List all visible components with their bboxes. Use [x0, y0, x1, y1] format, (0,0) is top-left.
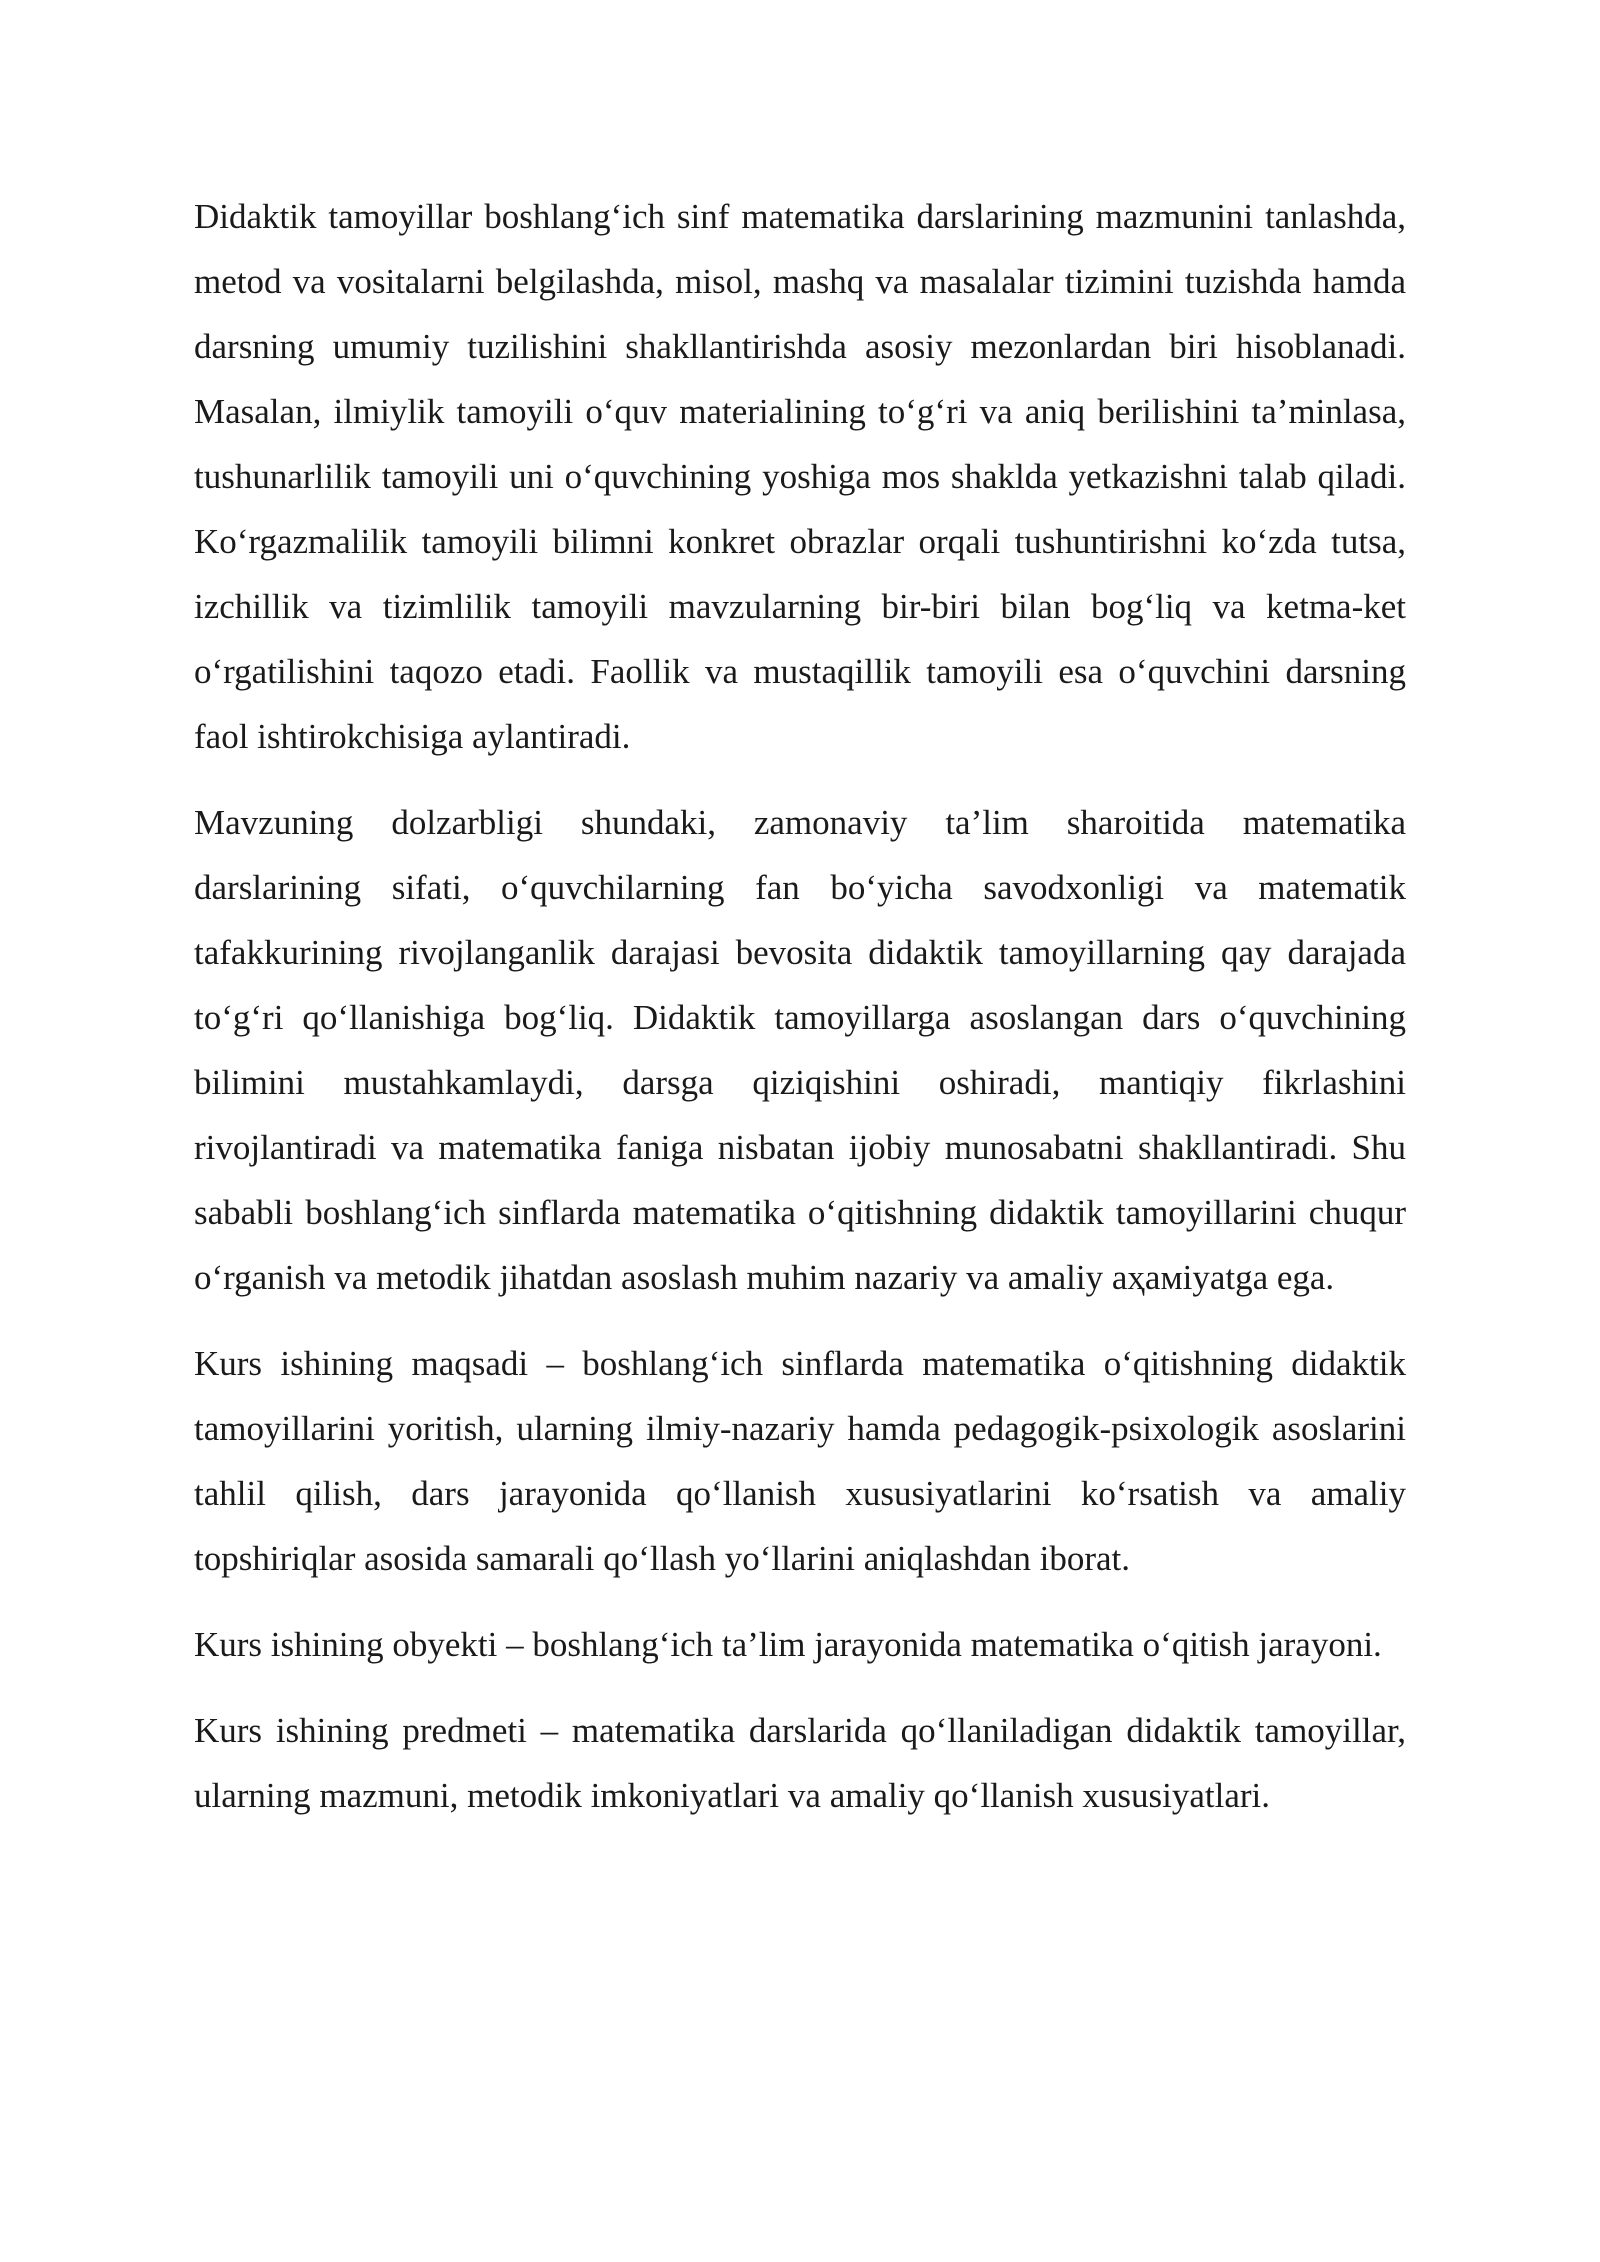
paragraph-course-goal: Kurs ishining maqsadi – boshlang‘ich sinflarda matematika o‘qitishning didaktik tamoyillarini yoritish, ularning ilmiy-nazariy hamda pedagogik-psixologik asoslarini tahlil qilish, dars jarayonida qo‘llanish xususiyatlarini ko‘rsatish va amaliy topshiriqlar asosida samarali qo‘llash yo‘llarini aniqlashdan iborat.: [194, 1344, 1406, 1578]
paragraph-course-object: Kurs ishining obyekti – boshlang‘ich ta’lim jarayonida matematika o‘qitish jarayoni.: [194, 1625, 1382, 1664]
paragraph-topic-relevance: Mavzuning dolzarbligi shundaki, zamonaviy ta’lim sharoitida matematika darslarining sifati, o‘quvchilarning fan bo‘yicha savodxonligi va matematik tafakkurining rivojlanganlik darajasi bevosita didaktik tamoyillarning qay darajada to‘g‘ri qo‘llanishiga bog‘liq. Didaktik tamoyillarga asoslangan dars o‘quvchining bilimini mustahkamlaydi, darsga qiziqishini oshiradi, mantiqiy fikrlashini rivojlantiradi va matematika faniga nisbatan ijobiy munosabatni shakllantiradi. Shu sababli boshlang‘ich sinflarda matematika o‘qitishning didaktik tamoyillarini chuqur o‘rganish va metodik jihatdan asoslash muhim nazariy va amaliy aҳамiyatga ega.: [194, 803, 1406, 1297]
document-body: [194, 184, 1406, 1849]
paragraph-didactic-principles: Didaktik tamoyillar boshlang‘ich sinf matematika darslarining mazmunini tanlashda, metod va vositalarni belgilashda, misol, mashq va masalalar tizimini tuzishda hamda darsning umumiy tuzilishini shakllantirishda asosiy mezonlardan biri hisoblanadi. Masalan, ilmiylik tamoyili o‘quv materialining to‘g‘ri va aniq berilishini ta’minlasa, tushunarlilik tamoyili uni o‘quvchining yoshiga mos shaklda yetkazishni talab qiladi. Ko‘rgazmalilik tamoyili bilimni konkret obrazlar orqali tushuntirishni ko‘zda tutsa, izchillik va tizimlilik tamoyili mavzularning bir-biri bilan bog‘liq va ketma-ket o‘rgatilishini taqozo etadi. Faollik va mustaqillik tamoyili esa o‘quvchini darsning faol ishtirokchisiga aylantiradi.: [194, 197, 1406, 756]
paragraph-course-subject: Kurs ishining predmeti – matematika darslarida qo‘llaniladigan didaktik tamoyillar, ularning mazmuni, metodik imkoniyatlari va amaliy qo‘llanish xususiyatlari.: [194, 1711, 1406, 1815]
